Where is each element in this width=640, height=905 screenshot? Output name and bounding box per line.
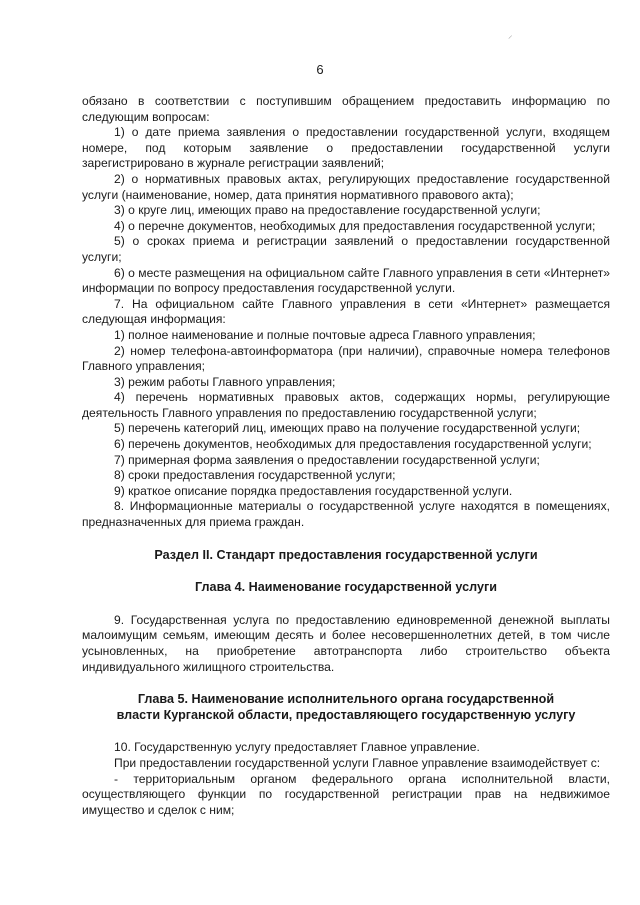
page-number: 6 — [316, 62, 324, 77]
list-item: 3) режим работы Главного управления; — [114, 374, 336, 389]
chapter-5-title-line-1: Глава 5. Наименование исполнительного органа государственной — [137, 692, 555, 707]
list-item: 5) о сроках приема и регистрации заявлений о предоставлении государственной услуги; — [82, 234, 610, 264]
paragraph: обязано в соответствии с поступившим обращением предоставить информацию по следующим вопросам: — [82, 94, 610, 124]
chapter-4-text: 9. Государственная услуга по предоставлению единовременной денежной выплаты малоимущим семьям, имеющим десять и более несовершеннолетних детей, в том числе усыновленных, на приобретение автотранспорта либо строительство объекта индивидуального жилищного строительства. — [82, 612, 610, 674]
section-title: Раздел II. Стандарт предоставления государственной услуги — [154, 547, 538, 562]
list-item: 7) примерная форма заявления о предоставлении государственной услуги; — [114, 452, 540, 467]
paragraph: При предоставлении государственной услуги Главное управление взаимодействует с: — [114, 755, 601, 770]
chapter-5-title-line-2: власти Курганской области, предоставляющего государственную услугу — [116, 707, 576, 722]
paragraph: 10. Государственную услугу предоставляет Главное управление. — [114, 740, 480, 755]
paragraph: - территориальным органом федерального органа исполнительной власти, осуществляющего функции по государственной регистрации прав на недвижимое имущество и сделок с ним; — [82, 771, 610, 817]
list-item: 6) о месте размещения на официальном сайте Главного управления в сети «Интернет» информации по вопросу предоставления государственной услуги. — [82, 265, 610, 296]
list-item: 1) полное наименование и полные почтовые адреса Главного управления; — [114, 327, 536, 342]
list-item: 9) краткое описание порядка предоставления государственной услуги. — [114, 483, 513, 498]
list-item: 8) сроки предоставления государственной услуги; — [114, 468, 396, 483]
list-item: 3) о круге лиц, имеющих право на предоставление государственной услуги; — [114, 203, 541, 218]
list-item: 2) о нормативных правовых актах, регулирующих предоставление государственной услуги (наименование, номер, дата принятия нормативного правового акта); — [82, 171, 610, 202]
document-body — [82, 94, 610, 818]
list-item: 5) перечень категорий лиц, имеющих право на получение государственной услуги; — [114, 421, 581, 436]
list-item: 6) перечень документов, необходимых для предоставления государственной услуги; — [114, 437, 592, 452]
list-item: 1) о дате приема заявления о предоставлении государственной услуги, входящем номере, под которым заявление о предоставлении государственной услуги зарегистрировано в журнале регистрации заявлений; — [82, 125, 610, 171]
list-item: 4) о перечне документов, необходимых для предоставления государственной услуги; — [114, 218, 596, 233]
scan-mark: ⸝ — [508, 31, 513, 41]
paragraph: 8. Информационные материалы о государственной услуге находятся в помещениях, предназначенных для приема граждан. — [82, 499, 610, 530]
list-item: 2) номер телефона-автоинформатора (при наличии), справочные номера телефонов Главного управления; — [82, 343, 610, 374]
chapter-4-title: Глава 4. Наименование государственной услуги — [195, 580, 497, 595]
list-item: 4) перечень нормативных правовых актов, содержащих нормы, регулирующие деятельность Главного управления по предоставлению государственной услуги; — [82, 390, 610, 420]
paragraph: 7. На официальном сайте Главного управления в сети «Интернет» размещается следующая информация: — [82, 296, 610, 327]
